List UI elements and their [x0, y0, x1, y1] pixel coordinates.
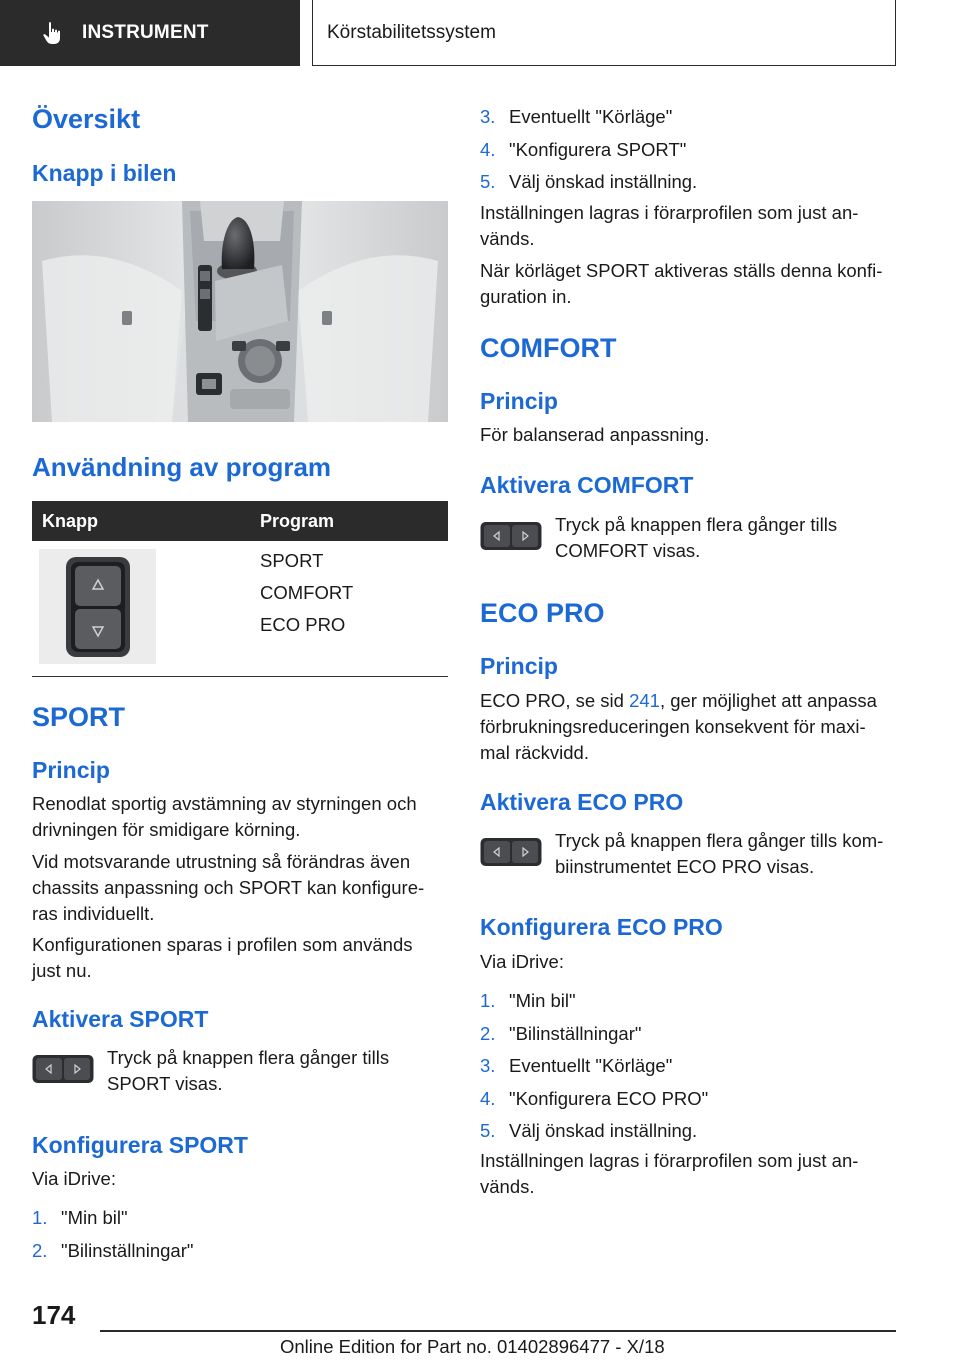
activate-comfort-text-a: Tryck på knappen flera gånger tills — [555, 514, 838, 535]
sport-paragraph-2c: ras individuellt. — [32, 903, 155, 924]
activate-comfort-text-b: COMFORT visas. — [555, 540, 701, 561]
configure-eco-heading: Konfigurera ECO PRO — [480, 914, 723, 940]
configure-sport-heading: Konfigurera SPORT — [32, 1132, 248, 1158]
sport-paragraph-1a: Renodlat sportig avstämning av styrningen och — [32, 793, 417, 814]
section-tab — [0, 0, 300, 66]
usage-heading: Användning av program — [32, 452, 332, 482]
button-in-car-heading: Knapp i bilen — [32, 160, 177, 186]
saved-text-a: Inställningen lagras i förarprofilen som just an- — [480, 202, 859, 223]
table-divider — [32, 676, 448, 677]
page-number: 174 — [32, 1300, 76, 1330]
program-table-header — [32, 501, 448, 541]
sport-heading: SPORT — [32, 702, 126, 732]
eco-pro-heading: ECO PRO — [480, 598, 605, 628]
saved-text-b: vänds. — [480, 228, 535, 249]
activate-eco-heading: Aktivera ECO PRO — [480, 789, 684, 815]
via-idrive-right: Via iDrive: — [480, 951, 564, 972]
sport-paragraph-2b: chassits anpassning och SPORT kan konfigure- — [32, 877, 425, 898]
col-header-program: Program — [260, 511, 335, 531]
sport-paragraph-2a: Vid motsvarande utrustning så förändras även — [32, 851, 411, 872]
eco-saved-text-a: Inställningen lagras i förarprofilen som just an- — [480, 1150, 859, 1171]
overview-heading: Översikt — [32, 104, 141, 134]
program-sport: SPORT — [260, 550, 324, 571]
drive-mode-switch-image — [39, 549, 156, 664]
chapter-tab — [312, 0, 896, 66]
when-text-a: När körläget SPORT aktiveras ställs denna konfi- — [480, 260, 883, 281]
program-eco-pro: ECO PRO — [260, 614, 346, 635]
activate-sport-text-a: Tryck på knappen flera gånger tills — [107, 1047, 390, 1068]
eco-principle-heading: Princip — [480, 653, 558, 679]
comfort-principle-heading: Princip — [480, 388, 558, 414]
comfort-principle-text: För balanserad anpassning. — [480, 424, 710, 445]
via-idrive-left: Via iDrive: — [32, 1168, 116, 1189]
section-title: INSTRUMENT — [82, 22, 209, 43]
chapter-title: Körstabilitetssystem — [327, 21, 496, 43]
activate-eco-text-a: Tryck på knappen flera gånger tills kom- — [555, 830, 884, 851]
eco-principle-text-c: mal räckvidd. — [480, 742, 589, 763]
comfort-heading: COMFORT — [480, 333, 617, 363]
mode-button-icon — [32, 1053, 94, 1083]
sport-paragraph-1b: drivningen för smidigare körning. — [32, 819, 301, 840]
activate-sport-heading: Aktivera SPORT — [32, 1006, 209, 1032]
footer-divider — [100, 1330, 896, 1332]
hand-pointer-icon — [40, 20, 66, 46]
sport-paragraph-3a: Konfigurationen sparas i profilen som används — [32, 934, 413, 955]
mode-button-icon — [480, 836, 542, 866]
eco-saved-text-b: vänds. — [480, 1176, 535, 1197]
center-console-photo — [32, 201, 448, 422]
activate-sport-text-b: SPORT visas. — [107, 1073, 223, 1094]
when-text-b: guration in. — [480, 286, 572, 307]
activate-comfort-heading: Aktivera COMFORT — [480, 472, 694, 498]
sport-principle-heading: Princip — [32, 757, 110, 783]
eco-principle-text-b: förbrukningsreduceringen konsekvent för maxi- — [480, 716, 866, 737]
page-reference-link[interactable]: 241 — [629, 690, 660, 711]
activate-eco-text-b: biinstrumentet ECO PRO visas. — [555, 856, 815, 877]
mode-button-icon — [480, 520, 542, 550]
edition-footer: Online Edition for Part no. 01402896477 - X/18 — [280, 1336, 665, 1357]
col-header-button: Knapp — [42, 511, 98, 531]
sport-paragraph-3b: just nu. — [32, 960, 92, 981]
eco-principle-text-a: ECO PRO, se sid 241, ger möjlighet att anpassa — [480, 690, 877, 711]
program-comfort: COMFORT — [260, 582, 354, 603]
